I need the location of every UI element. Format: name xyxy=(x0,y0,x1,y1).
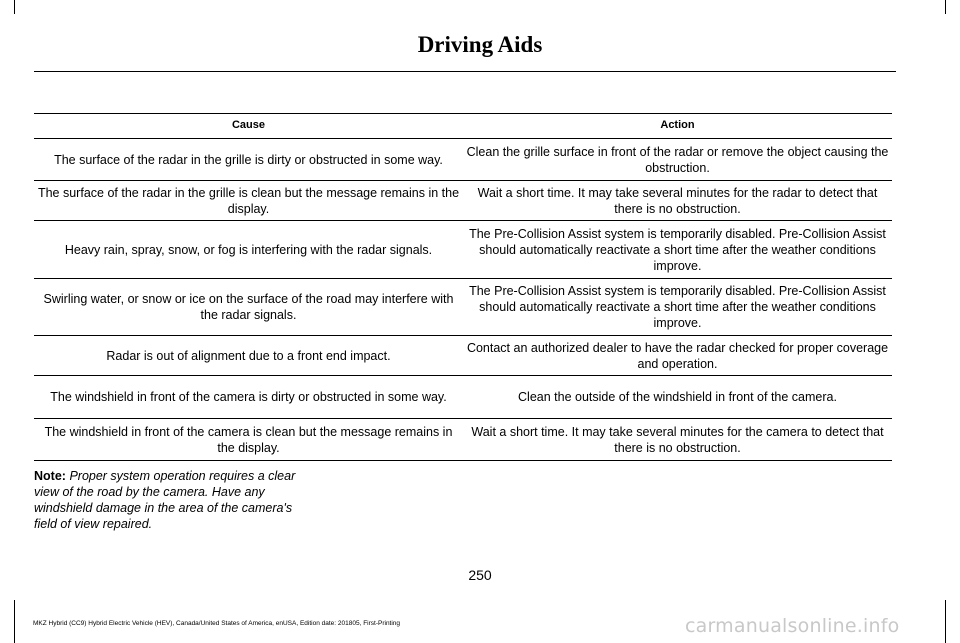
action-cell: Clean the grille surface in front of the radar or remove the object causing the obstruction. xyxy=(463,139,892,181)
table-row xyxy=(34,336,892,376)
table-row xyxy=(34,139,892,181)
action-cell: The Pre-Collision Assist system is temporarily disabled. Pre-Collision Assist should automatically reactivate a short time after the weather conditions improve. xyxy=(463,279,892,336)
action-cell: Wait a short time. It may take several minutes for the camera to detect that there is no obstruction. xyxy=(463,419,892,461)
action-cell: Wait a short time. It may take several minutes for the radar to detect that there is no obstruction. xyxy=(463,181,892,221)
cause-cell: Heavy rain, spray, snow, or fog is interfering with the radar signals. xyxy=(34,221,463,279)
note-paragraph xyxy=(34,468,314,532)
action-cell: Clean the outside of the windshield in front of the camera. xyxy=(463,376,892,419)
table-row xyxy=(34,279,892,336)
cause-cell: Radar is out of alignment due to a front end impact. xyxy=(34,336,463,376)
cause-cell: The windshield in front of the camera is dirty or obstructed in some way. xyxy=(34,376,463,419)
table-header-row xyxy=(34,114,892,139)
crop-mark-top-left xyxy=(14,0,15,14)
action-cell: Contact an authorized dealer to have the radar checked for proper coverage and operation. xyxy=(463,336,892,376)
action-cell: The Pre-Collision Assist system is temporarily disabled. Pre-Collision Assist should automatically reactivate a short time after the weather conditions improve. xyxy=(463,221,892,279)
column-header-action: Action xyxy=(463,114,892,139)
note-label: Note: xyxy=(34,469,66,483)
cause-cell: Swirling water, or snow or ice on the surface of the road may interfere with the radar signals. xyxy=(34,279,463,336)
crop-mark-top-right xyxy=(945,0,946,14)
footer-edition-info: MKZ Hybrid (CC9) Hybrid Electric Vehicle (HEV), Canada/United States of America, enUSA, Edition date: 201805, First-Printing xyxy=(33,620,401,627)
page-title: Driving Aids xyxy=(417,32,543,57)
cause-cell: The surface of the radar in the grille is clean but the message remains in the display. xyxy=(34,181,463,221)
watermark: carmanualsonline.info xyxy=(685,615,900,637)
column-header-cause: Cause xyxy=(34,114,463,139)
page-number: 250 xyxy=(468,567,492,583)
crop-mark-bottom-right xyxy=(945,600,946,643)
table-row xyxy=(34,181,892,221)
cause-action-table xyxy=(34,113,892,461)
header-divider xyxy=(34,71,896,72)
table-row xyxy=(34,376,892,419)
table-row xyxy=(34,221,892,279)
crop-mark-bottom-left xyxy=(14,600,15,643)
cause-cell: The surface of the radar in the grille is dirty or obstructed in some way. xyxy=(34,139,463,181)
cause-cell: The windshield in front of the camera is clean but the message remains in the display. xyxy=(34,419,463,461)
note-text: Proper system operation requires a clear view of the road by the camera. Have any windshield damage in the area of the camera's field of view repaired. xyxy=(34,469,296,531)
table-row xyxy=(34,419,892,461)
